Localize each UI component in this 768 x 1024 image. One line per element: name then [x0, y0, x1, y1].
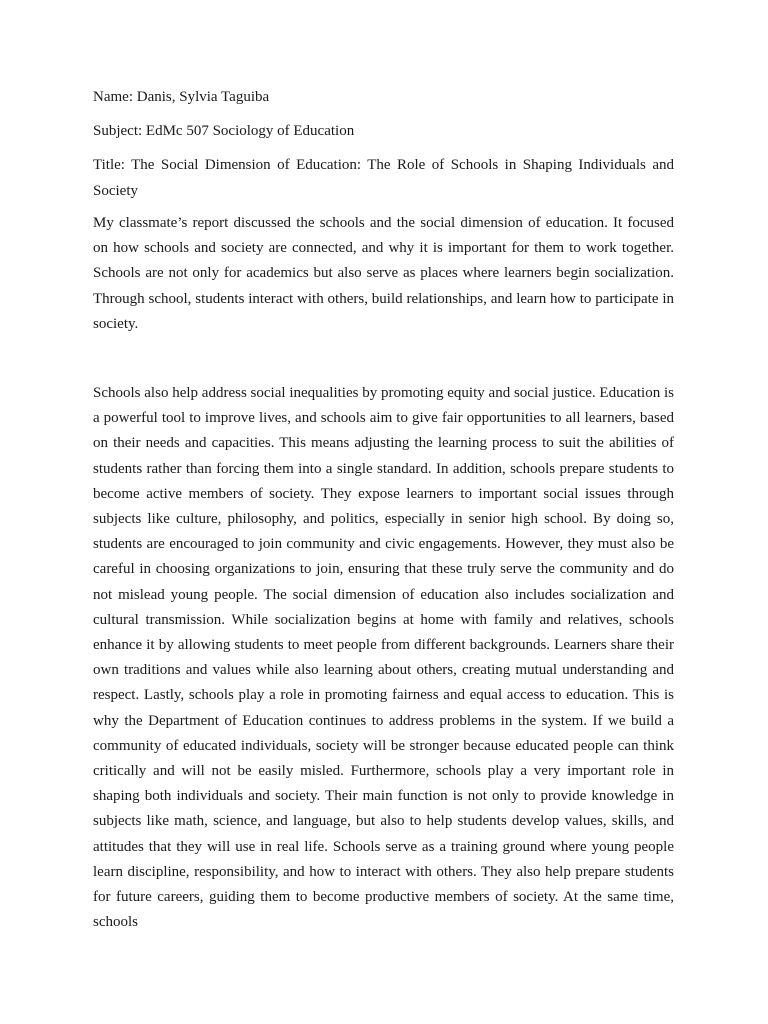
paragraph-2: Schools also help address social inequalities by promoting equity and social justice. Education is a powerful tool to improve lives, and schools aim to give fair opportunities to all learners, based on their needs and capacities. This means adjusting the learning process to suit the abilities of students rather than forcing them into a single standard. In addition, schools prepare students to become active members of society. They expose learners to important social issues through subjects like culture, philosophy, and politics, especially in senior high school. By doing so, students are encouraged to join community and civic engagements. However, they must also be careful in choosing organizations to join, ensuring that these truly serve the community and do not mislead young people. The social dimension of education also includes socialization and cultural transmission. While socialization begins at home with family and relatives, schools enhance it by allowing students to meet people from different backgrounds. Learners share their own traditions and values while also learning about others, creating mutual understanding and respect. Lastly, schools play a role in promoting fairness and equal access to education. This is why the Department of Education continues to address problems in the system. If we build a community of educated individuals, society will be stronger because educated people can think critically and will not be easily misled. Furthermore, schools play a very important role in shaping both individuals and society. Their main function is not only to provide knowledge in subjects like math, science, and language, but also to help students develop values, skills, and attitudes that they will use in real life. Schools serve as a training ground where young people learn discipline, responsibility, and how to interact with others. They also help prepare students for future careers, guiding them to become productive members of society. At the same time, schools: [93, 385, 674, 931]
document-title: Title: The Social Dimension of Education: The Role of Schools in Shaping Individuals and Society: [93, 157, 674, 199]
student-name: Name: Danis, Sylvia Taguiba: [93, 89, 270, 105]
subject: Subject: EdMc 507 Sociology of Education: [93, 123, 355, 139]
paragraph-1: My classmate’s report discussed the schools and the social dimension of education. It focused on how schools and society are connected, and why it is important for them to work together. Schools are not only for academics but also serve as places where learners begin socialization. Through school, students interact with others, build relationships, and learn how to participate in society.: [93, 215, 674, 332]
